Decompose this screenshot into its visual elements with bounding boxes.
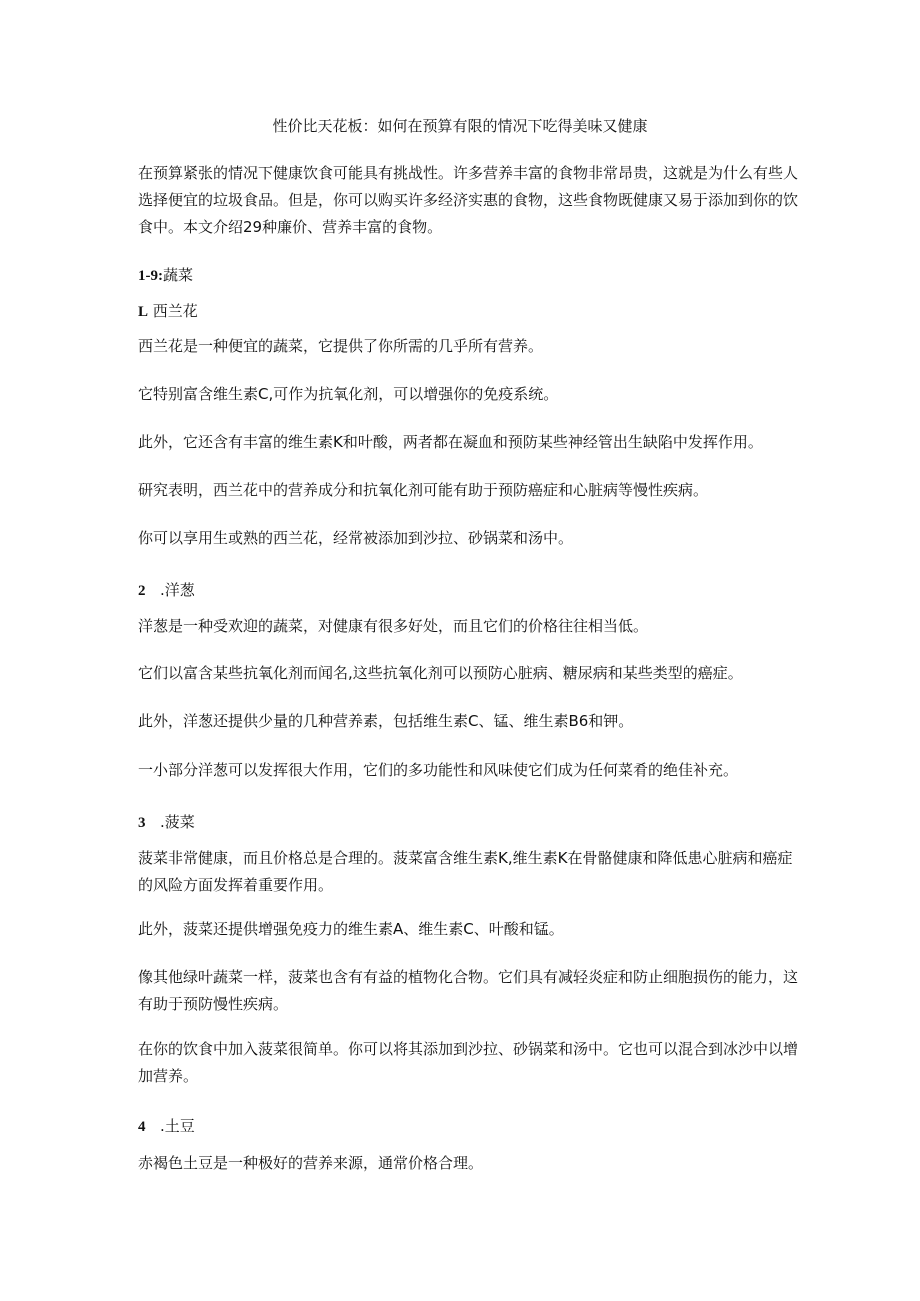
document-title: 性价比天花板：如何在预算有限的情况下吃得美味又健康 (272, 117, 648, 135)
paragraph: 在你的饮食中加入菠菜很简单。你可以将其添加到沙拉、砂锅菜和汤中。它也可以混合到冰沙中以增加营养。 (138, 1040, 799, 1085)
item-number: 4 (138, 1119, 146, 1135)
item-number: 2 (138, 583, 146, 599)
paragraph: 它特别富含维生素C,可作为抗氧化剂，可以增强你的免疫系统。 (138, 385, 559, 403)
item-name: 西兰花 (152, 302, 198, 320)
paragraph: 赤褐色土豆是一种极好的营养来源，通常价格合理。 (138, 1154, 484, 1172)
item-heading-potato (138, 1116, 195, 1137)
paragraph: 研究表明，西兰花中的营养成分和抗氧化剂可能有助于预防癌症和心脏病等慢性疾病。 (138, 481, 709, 499)
item-name: .洋葱 (160, 581, 195, 599)
paragraph: 你可以享用生或熟的西兰花，经常被添加到沙拉、砂锅菜和汤中。 (138, 529, 574, 547)
item-number: L (138, 304, 149, 320)
item-number: 3 (138, 815, 146, 831)
item-name: .土豆 (160, 1117, 195, 1135)
item-name: .菠菜 (160, 813, 195, 831)
section-label: 蔬菜 (163, 266, 194, 284)
item-heading-spinach (138, 812, 195, 833)
paragraph: 像其他绿叶蔬菜一样，菠菜也含有有益的植物化合物。它们具有减轻炎症和防止细胞损伤的能力，这有助于预防慢性疾病。 (138, 968, 799, 1013)
item-heading-broccoli (138, 301, 198, 322)
paragraph: 此外，它还含有丰富的维生素K和叶酸，两者都在凝血和预防某些神经管出生缺陷中发挥作用。 (138, 433, 763, 451)
paragraph: 它们以富含某些抗氧化剂而闻名,这些抗氧化剂可以预防心脏病、糖尿病和某些类型的癌症。 (138, 664, 743, 682)
section-heading (138, 265, 193, 286)
paragraph: 洋葱是一种受欢迎的蔬菜，对健康有很多好处，而且它们的价格往往相当低。 (138, 617, 649, 635)
section-number: 1-9: (138, 268, 163, 284)
paragraph: 一小部分洋葱可以发挥很大作用，它们的多功能性和风味使它们成为任何菜肴的绝佳补充。 (138, 761, 739, 779)
paragraph: 此外，菠菜还提供增强免疫力的维生素A、维生素C、叶酸和锰。 (138, 920, 564, 938)
paragraph: 菠菜非常健康，而且价格总是合理的。菠菜富含维生素K,维生素K在骨骼健康和降低患心脏病和癌症的风险方面发挥着重要作用。 (138, 849, 793, 894)
intro-paragraph: 在预算紧张的情况下健康饮食可能具有挑战性。许多营养丰富的食物非常昂贵，这就是为什么有些人选择便宜的垃圾食品。但是，你可以购买许多经济实惠的食物，这些食物既健康又易于添加到你的饮食中。本文介绍29种廉价、营养丰富的食物。 (138, 164, 799, 236)
item-heading-onion (138, 580, 195, 601)
paragraph: 西兰花是一种便宜的蔬菜，它提供了你所需的几乎所有营养。 (138, 337, 544, 355)
paragraph: 此外，洋葱还提供少量的几种营养素，包括维生素C、锰、维生素B6和钾。 (138, 712, 634, 730)
